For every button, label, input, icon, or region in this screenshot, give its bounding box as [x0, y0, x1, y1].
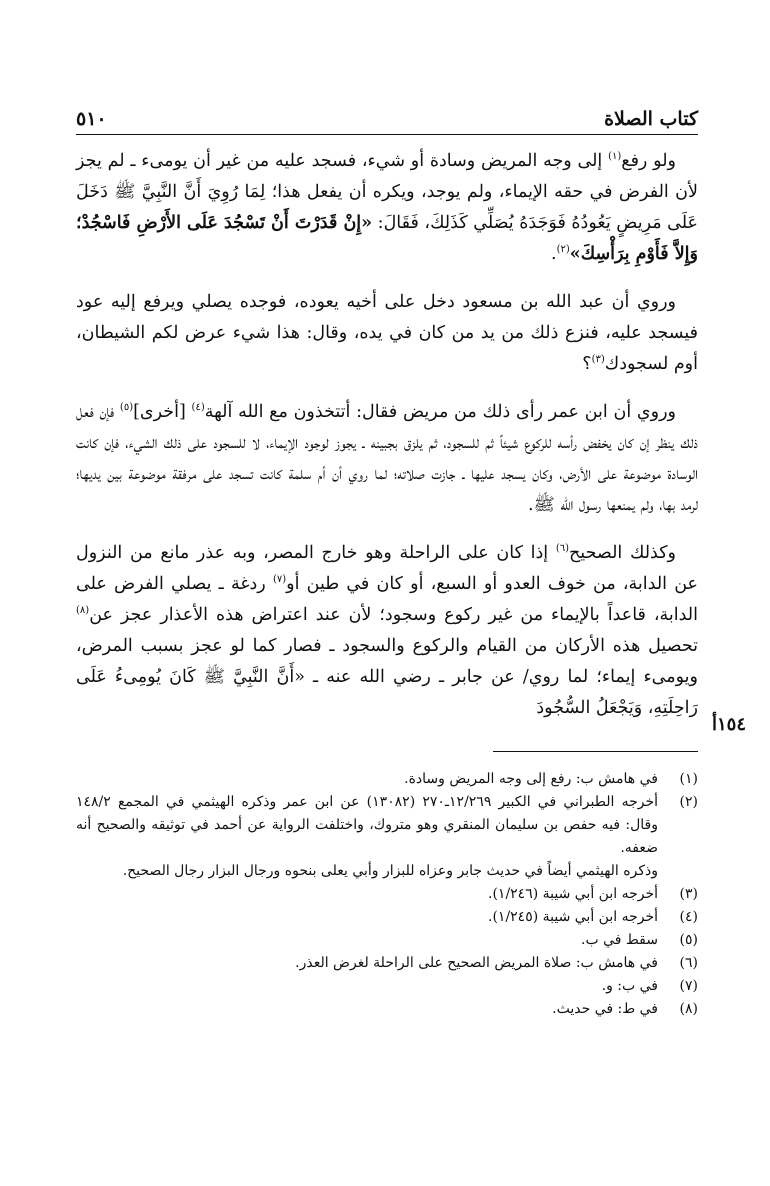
- paragraph: [76, 538, 698, 724]
- footnote-number: (١): [679, 771, 698, 787]
- text-run: ؟: [582, 354, 592, 374]
- footnote-number: (٤): [679, 909, 698, 925]
- footnote-continuation: وذكره الهيثمي أيضاً في حديث جابر وعزاه للبزار وأبي يعلى بنحوه ورجال البزار رجال الصحيح.: [122, 863, 658, 879]
- page-number: ٥١٠: [76, 108, 107, 130]
- main-text: [76, 146, 698, 724]
- footnote-number: (٦): [679, 955, 698, 971]
- footnote: [76, 791, 698, 860]
- text-run: تحصيل هذه الأركان من القيام والركوع والسجود ـ فصار كما لو عجز بسبب المرض، ويومىء إيماء؛ لما روي/ عن جابر ـ رضي الله عنه ـ «أَنَّ النَّبِيَّ ﷺ كَانَ يُومِىءُ عَلَى رَاحِلَتِهِ، وَيَجْعَلُ السُّجُودَ: [76, 636, 698, 718]
- footnote-number: (٥): [679, 932, 698, 948]
- footnote-number: (٢): [679, 794, 698, 810]
- book-title: كتاب الصلاة: [604, 108, 698, 130]
- footnote-ref: (٦): [555, 543, 570, 555]
- footnote-ref: (٧): [272, 574, 287, 586]
- footnote-text: في ط: في حديث.: [552, 1001, 658, 1017]
- footnote-text: سقط في ب.: [581, 932, 658, 948]
- text-run: إذا كان على الراحلة وهو خارج المصر، وبه عذر مانع من النزول عن الدابة، من خوف العدو أو السبع، أو كان في طين أو: [76, 543, 698, 594]
- hadith-quote: «إِنْ قَدَرْتَ أَنْ تَسْجُدَ عَلَى الأَرْضِ فَاسْجُدْ؛ وَإِلاَّ فَأَوْمِ بِرَأْسِكَ»: [76, 213, 698, 264]
- footnote-ref: (٤): [191, 402, 205, 414]
- footnotes: [76, 768, 698, 1021]
- text-run: وروي أن ابن عمر رأى ذلك من مريض فقال: أتتخذون مع الله آلهة: [204, 402, 676, 422]
- footnote: [76, 952, 698, 975]
- footnote-ref: (٢): [556, 244, 570, 256]
- footnote-text: أخرجه ابن أبي شيبة (١/٢٤٥).: [488, 909, 658, 925]
- footnote-number: (٨): [679, 1001, 698, 1017]
- paragraph: [76, 397, 698, 521]
- footnote-ref: (٣): [591, 354, 605, 366]
- text-run: ردغة ـ يصلي الفرض على الدابة، قاعداً بالإيماء من غير ركوع وسجود؛ لأن عند اعتراض هذه الأعذار عجز عن: [76, 574, 698, 625]
- text-run: إلى وجه المريض وسادة أو شيء، فسجد عليه من غير أن يومىء ـ لم يجز لأن الفرض في حقه الإيماء، ولم يوجد، ويكره أن يفعل هذا؛ لِمَا رُوِيَ أَنَّ النَّبِيَّ ﷺ دَخَلَ عَلَى مَرِيضٍ يَعُودُهُ فَوَجَدَهُ يُصَلِّي كَذَلِكَ، فَقَالَ:: [76, 151, 699, 233]
- footnote-text: أخرجه ابن أبي شيبة (١/٢٤٦).: [488, 886, 658, 902]
- margin-folio-marker: ١٥٤أ: [711, 714, 746, 735]
- footnote-ref: (١): [608, 151, 622, 163]
- footnote-ref: (٥): [119, 402, 134, 414]
- header-rule: [76, 134, 698, 135]
- text-run: ولو رفع: [621, 151, 676, 171]
- text-run: [أخرى]: [133, 402, 192, 422]
- footnote: [76, 906, 698, 929]
- footnote-ref: (٨): [76, 605, 90, 617]
- text-run: وكذلك الصحيح: [569, 543, 676, 563]
- paragraph: [76, 287, 698, 380]
- footnote: [76, 975, 698, 998]
- footnote-number: (٧): [679, 978, 698, 994]
- footnote-text: في هامش ب: صلاة المريض الصحيح على الراحلة لغرض العذر.: [295, 955, 658, 971]
- footnote-text: أخرجه الطبراني في الكبير ١٢/٢٦٩ـ٢٧٠ (١٣٠٨٢) عن ابن عمر وذكره الهيثمي في المجمع ١٤٨/٢ وقال: فيه حفص بن سليمان المنقري وهو متروك، واختلفت الرواية عن أحمد في توثيقه والصحيح أنه ضعفه.: [76, 794, 658, 856]
- footnote-text: في هامش ب: رفع إلى وجه المريض وسادة.: [404, 771, 658, 787]
- footnote: [76, 883, 698, 906]
- text-run: وروي أن عبد الله بن مسعود دخل على أخيه يعوده، فوجده يصلي ويرفع إليه عود فيسجد عليه، فنزع ذلك من يد من كان في يده، وقال: هذا شيء عرض لكم الشيطان، أوم لسجودك: [76, 292, 698, 374]
- footnote: [76, 929, 698, 952]
- text-run: .: [551, 244, 557, 264]
- footnote: [76, 998, 698, 1021]
- paragraph: [76, 146, 698, 270]
- footnote-text: في ب: و.: [601, 978, 658, 994]
- footnote: [76, 768, 698, 791]
- footnote-separator: [493, 751, 698, 752]
- footnote-number: (٣): [679, 886, 698, 902]
- text-run: فإن فعل ذلك ينظر إن كان يخفض رأسه للركوع شيئاً ثم للسجود، ثم يلزق بجبينه ـ يجوز لوجود الإيماء، لا للسجود على ذلك الشيء، فإن كانت الوسادة موضوعة على الأرض، وكان يسجد عليها ـ جازت صلاته؛ لما روي أن أم سلمة كانت تسجد على مرفقة موضوعة بين يديها؛ لرمد بها، ولم يمنعها رسول الله ﷺ.: [76, 402, 698, 515]
- page-header: [76, 96, 698, 130]
